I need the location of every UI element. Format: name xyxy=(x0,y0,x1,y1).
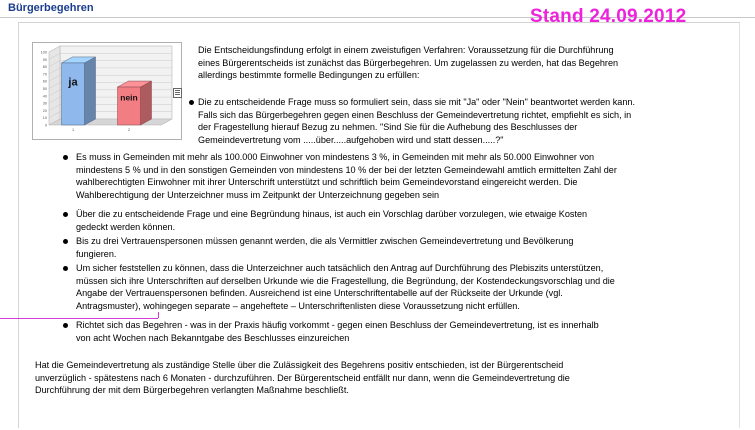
list-item-line: Angabe der Vertrauenspersonen befinden. Ausreichend ist eine Unterschriftentabelle auf der Rückseite der Urkunde (vgl. xyxy=(76,288,563,299)
bullet-dot xyxy=(63,155,68,160)
highlight-line-tick xyxy=(154,312,159,318)
list-item xyxy=(76,262,741,312)
list-item-line: Antragsmuster), wohingegen separate – angeheftete – Unterschriftenlisten diese Voraussetzung nicht erfüllen. xyxy=(76,300,520,311)
list-item-line: Wahlberechtigung der Unterzeichner muss im Zeitpunkt der Unterzeichnung gegeben sein xyxy=(76,189,440,200)
list-item-line: von acht Wochen nach Bekanntgabe des Beschlusses einzureichen xyxy=(76,332,350,343)
chart-ytick-label: 10 xyxy=(42,116,47,121)
list-item-line: müssen sich ihre Unterschriften auf derselben Urkunde wie die Fragestellung, die Begründung, der Kostendeckungsvorschlag und die xyxy=(76,275,615,286)
list-item xyxy=(76,208,741,233)
list-item-line: mindestens 5 % und in den sonstigen Gemeinden von mindestens 10 % der bei der letzten Gemeindewahl amtlich ermittelten Zahl der xyxy=(76,164,617,175)
chart-bar-side xyxy=(85,57,96,125)
list-item xyxy=(76,151,741,201)
list-item-line: Bis zu drei Vertrauenspersonen müssen genannt werden, die als Vermittler zwischen Gemeindevertretung und Bevölkerung xyxy=(76,236,574,246)
list-item-line: Gemeindevertretung vom .....über.....aufgehoben wird und statt dessen.....?" xyxy=(198,134,504,145)
chart-bar-side xyxy=(141,81,152,125)
list-item-line: Richtet sich das Begehren - was in der Praxis häufig vorkommt - gegen einen Beschluss der Gemeindevertretung, ist es innerhalb xyxy=(76,320,599,330)
chart-ytick-label: 60 xyxy=(42,79,47,84)
closing-line: Hat die Gemeindevertretung als zuständige Stelle über die Zulässigkeit des Begehrens positiv entschieden, ist der Bürgerentscheid xyxy=(35,360,564,370)
chart-ytick-label: 0 xyxy=(44,123,47,128)
highlight-line xyxy=(0,318,158,319)
chart-bar xyxy=(62,63,85,125)
chart-ytick-label: 20 xyxy=(42,108,47,113)
intro-line: Die Entscheidungsfindung erfolgt in einem zweistufigen Verfahren: Voraussetzung für die Durchführung xyxy=(198,45,614,55)
page-title: Bürgerbegehren xyxy=(8,2,94,14)
list-item-line: Über die zu entscheidende Frage und eine Begründung hinaus, ist auch ein Vorschlag darüber vorzulegen, wie etwaige Kosten xyxy=(76,209,588,219)
list-item-line: Um sicher feststellen zu können, dass die Unterzeichner auch tatsächlich den Antrag auf Durchführung des Plebiszits unterstützen, xyxy=(76,263,604,273)
chart-bar-label: ja xyxy=(68,76,78,89)
bullet-dot xyxy=(63,212,68,217)
list-item-line: Die zu entscheidende Frage muss so formuliert sein, dass sie mit "Ja" oder "Nein" beantwortet werden kann. xyxy=(198,97,635,107)
list-item xyxy=(76,235,741,260)
stand-date-label: Stand 24.09.2012 xyxy=(530,6,687,27)
bullet-dot xyxy=(63,239,68,244)
chart-ytick-label: 100 xyxy=(40,50,47,55)
chart-ytick-label: 40 xyxy=(42,94,47,99)
list-marker-icon xyxy=(173,88,182,98)
list-item-line: Es muss in Gemeinden mit mehr als 100.000 Einwohner von mindestens 3 %, in Gemeinden mit mehr als 50.000 Einwohner von xyxy=(76,152,595,162)
chart-ytick-label: 50 xyxy=(42,87,47,91)
chart-canvas xyxy=(33,43,181,139)
closing-paragraph xyxy=(35,359,735,397)
intro-line: eines Bürgerentscheids ist zunächst das Bürgerbegehren. Um zugelassen zu werden, hat das Begehren xyxy=(198,57,619,68)
chart-bar-label: nein xyxy=(120,92,138,103)
list-item-line: der Fragestellung hierauf Bezug zu nehmen. "Sind Sie für die Aufhebung des Beschlusses der xyxy=(198,122,578,133)
chart-ytick-label: 80 xyxy=(42,65,47,70)
intro-line: allerdings bestimmte formelle Bedingungen zu erfüllen: xyxy=(198,70,420,81)
list-item-line: Falls sich das Bürgerbegehren gegen einen Beschluss der Gemeindevertretung richtet, empfiehlt es sich, in xyxy=(198,109,632,120)
list-item xyxy=(198,96,738,146)
list-item-line: wahlberechtigten Einwohner mit ihrer Unterschrift unterstützt und schriftlich beim Gemeindevorstand eingereicht werden. Die xyxy=(76,177,578,188)
chart-ytick-label: 70 xyxy=(42,72,47,77)
list-item-line: gedeckt werden können. xyxy=(76,221,176,232)
bullet-dot xyxy=(63,323,68,328)
chart-ytick-label: 30 xyxy=(42,101,47,106)
chart-xtick-label: 2 xyxy=(127,128,131,132)
closing-line: Durchführung der mit dem Bürgerbegehren verlangten Maßnahme beschließt. xyxy=(35,385,349,396)
intro-paragraph xyxy=(198,44,733,82)
bullet-dot xyxy=(63,266,68,271)
closing-line: unverzüglich - spätestens nach 6 Monaten - durchzuführen. Der Bürgerentscheid entfällt nur dann, wenn die Gemeindevertretung die xyxy=(35,372,570,383)
ja-nein-chart xyxy=(32,42,182,140)
chart-ytick-label: 90 xyxy=(42,57,47,62)
list-item xyxy=(76,319,741,344)
list-item-line: fungieren. xyxy=(76,248,117,259)
chart-xtick-label: 1 xyxy=(71,128,75,132)
bullet-dot xyxy=(189,100,194,105)
